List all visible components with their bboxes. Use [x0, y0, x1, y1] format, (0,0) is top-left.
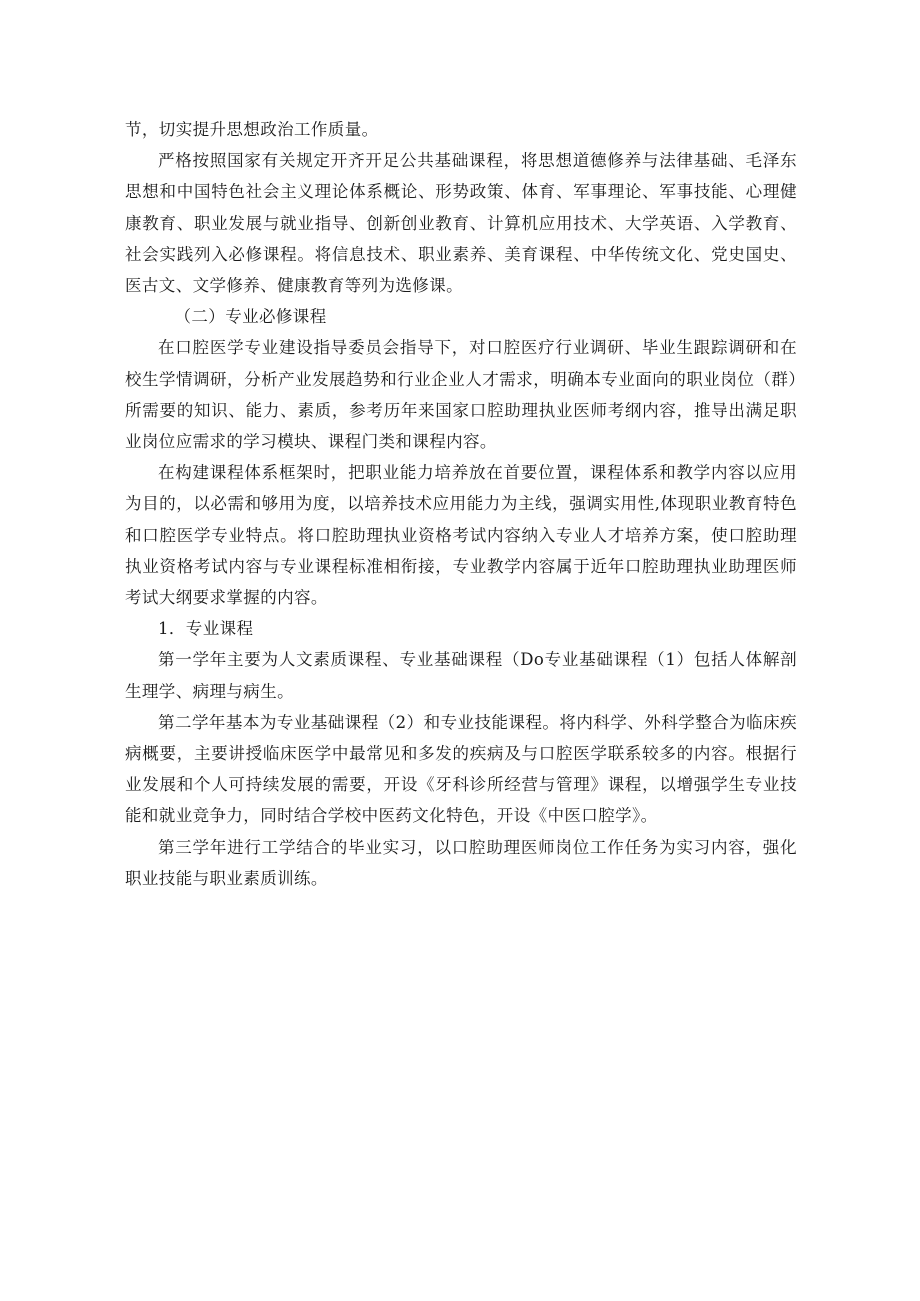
paragraph-committee-guidance: 在口腔医学专业建设指导委员会指导下，对口腔医疗行业调研、毕业生跟踪调研和在校生学情调研，分析产业发展趋势和行业企业人才需求，明确本专业面向的职业岗位（群）所需要的知识、能力、素质，参考历年来国家口腔助理执业医师考纲内容，推导出满足职业岗位应需求的学习模块、课程门类和课程内容。	[125, 338, 797, 452]
paragraph-curriculum-framework: 在构建课程体系框架时，把职业能力培养放在首要位置，课程体系和教学内容以应用为目的，以必需和够用为度，以培养技术应用能力为主线，强调实用性,体现职业教育特色和口腔医学专业特点。将口腔助理执业资格考试内容纳入专业人才培养方案，使口腔助理执业资格考试内容与专业课程标准相衔接，专业教学内容属于近年口腔助理执业助理医师考试大纲要求掌握的内容。	[125, 463, 797, 608]
paragraph-third-year: 第三学年进行工学结合的毕业实习，以口腔助理医师岗位工作任务为实习内容，强化职业技能与职业素质训练。	[125, 837, 797, 888]
paragraph-second-year: 第二学年基本为专业基础课程（2）和专业技能课程。将内科学、外科学整合为临床疾病概要，主要讲授临床医学中最常见和多发的疾病及与口腔医学联系较多的内容。根据行业发展和个人可持续发展的需要，开设《牙科诊所经营与管理》课程，以增强学生专业技能和就业竞争力，同时结合学校中医药文化特色，开设《中医口腔学》。	[125, 712, 797, 826]
subsection-heading-professional-courses: 1．专业课程	[158, 619, 254, 639]
paragraph-public-courses: 严格按照国家有关规定开齐开足公共基础课程，将思想道德修养与法律基础、毛泽东思想和中国特色社会主义理论体系概论、形势政策、体育、军事理论、军事技能、心理健康教育、职业发展与就业指导、创新创业教育、计算机应用技术、大学英语、入学教育、社会实践列入必修课程。将信息技术、职业素养、美育课程、中华传统文化、党史国史、医古文、文学修养、健康教育等列为选修课。	[125, 151, 797, 296]
section-heading-professional-required: （二）专业必修课程	[174, 307, 327, 327]
document-body	[125, 114, 797, 894]
paragraph-first-year: 第一学年主要为人文素质课程、专业基础课程（Do专业基础课程（1）包括人体解剖生理学、病理与病生。	[125, 650, 797, 701]
paragraph-continuation: 节，切实提升思想政治工作质量。	[125, 120, 379, 139]
